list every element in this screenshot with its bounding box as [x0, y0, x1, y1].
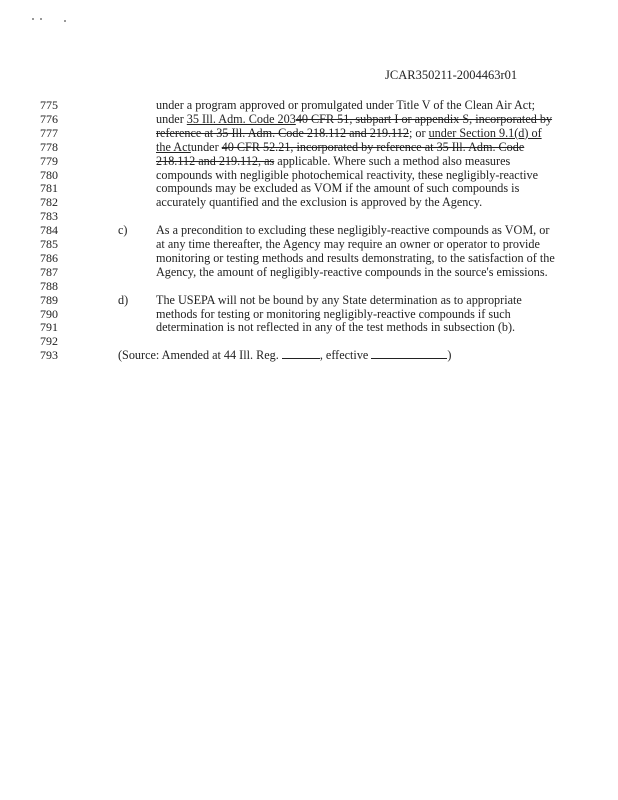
- text-line: [156, 195, 482, 210]
- text-segment: under: [190, 139, 222, 154]
- line-number: 790: [40, 306, 58, 321]
- text-line: [156, 251, 555, 266]
- inserted-text: 35 Ill. Adm. Code 203: [186, 111, 296, 126]
- line-number: 789: [40, 292, 58, 307]
- line-number: 779: [40, 153, 58, 168]
- text-segment: applicable. Where such a method also measures: [274, 153, 511, 168]
- inserted-text: the Act: [156, 139, 191, 154]
- text-line: [156, 98, 535, 113]
- line-number: 776: [40, 111, 58, 126]
- document-id-header: JCAR350211-2004463r01: [385, 68, 518, 82]
- text-line: [156, 265, 548, 280]
- scan-mark: [32, 18, 34, 20]
- source-note: [118, 348, 451, 363]
- text-segment: accurately quantified and the exclusion is approved by the Agency.: [156, 195, 483, 210]
- text-segment: methods for testing or monitoring negligibly-reactive compounds if such: [156, 306, 511, 321]
- inserted-text: under Section 9.1(d) of: [428, 125, 542, 140]
- line-number: 793: [40, 348, 58, 363]
- line-number: 778: [40, 139, 58, 154]
- text-line: [156, 154, 510, 169]
- text-line: [156, 168, 538, 183]
- text-line: [156, 293, 522, 308]
- line-number: 780: [40, 167, 58, 182]
- scan-mark: [40, 18, 42, 20]
- text-segment: determination is not reflected in any of the test methods in subsection (b).: [156, 320, 516, 335]
- effective-date-blank: [371, 348, 447, 359]
- text-segment: The USEPA will not be bound by any State determination as to appropriate: [156, 292, 522, 307]
- text-line: [156, 181, 519, 196]
- text-segment: compounds with negligible photochemical reactivity, these negligibly-reactive: [156, 167, 538, 182]
- text-segment: under a program approved or promulgated under Title V of the Clean Air Act;: [156, 98, 535, 112]
- deleted-text: 40 CFR 52.21, incorporated by reference at 35 Ill. Adm. Code: [221, 139, 525, 154]
- line-number: 781: [40, 181, 58, 196]
- reg-page-blank: [282, 348, 320, 359]
- text-segment: Agency, the amount of negligibly-reactive compounds in the source's emissions.: [156, 264, 548, 279]
- line-number: 792: [40, 334, 58, 349]
- source-middle: , effective: [319, 348, 372, 363]
- deleted-text: 40 CFR 51, subpart I or appendix S, incorporated by: [295, 111, 553, 126]
- subsection-label: d): [118, 292, 129, 307]
- text-segment: at any time thereafter, the Agency may require an owner or operator to provide: [156, 237, 540, 251]
- text-line: [156, 320, 515, 335]
- line-number: 791: [40, 320, 58, 335]
- source-prefix: (Source: Amended at 44 Ill. Reg.: [118, 348, 282, 363]
- text-line: [156, 307, 511, 322]
- line-number: 783: [40, 209, 58, 224]
- text-line: [156, 140, 524, 155]
- source-suffix: ): [447, 348, 452, 363]
- line-number: 786: [40, 250, 58, 265]
- scan-mark: [64, 20, 66, 22]
- line-number: 777: [40, 125, 58, 140]
- deleted-text: reference at 35 Ill. Adm. Code 218.112 and 219.112: [156, 125, 409, 140]
- text-line: [156, 237, 540, 252]
- text-segment: under: [156, 111, 187, 126]
- text-segment: As a precondition to excluding these negligibly-reactive compounds as VOM, or: [156, 223, 550, 238]
- subsection-label: c): [118, 223, 128, 238]
- text-line: [156, 223, 549, 238]
- text-line: [156, 126, 542, 141]
- text-segment: compounds may be excluded as VOM if the amount of such compounds is: [156, 181, 520, 196]
- line-number: 784: [40, 223, 58, 238]
- text-segment: ; or: [408, 125, 429, 140]
- line-number: 785: [40, 237, 58, 251]
- line-number: 775: [40, 98, 58, 112]
- line-number: 788: [40, 278, 58, 293]
- line-number: 782: [40, 195, 58, 210]
- line-number: 787: [40, 264, 58, 279]
- text-line: [156, 112, 552, 127]
- text-segment: monitoring or testing methods and results demonstrating, to the satisfaction of the: [156, 250, 555, 265]
- deleted-text: 218.112 and 219.112, as: [156, 153, 275, 168]
